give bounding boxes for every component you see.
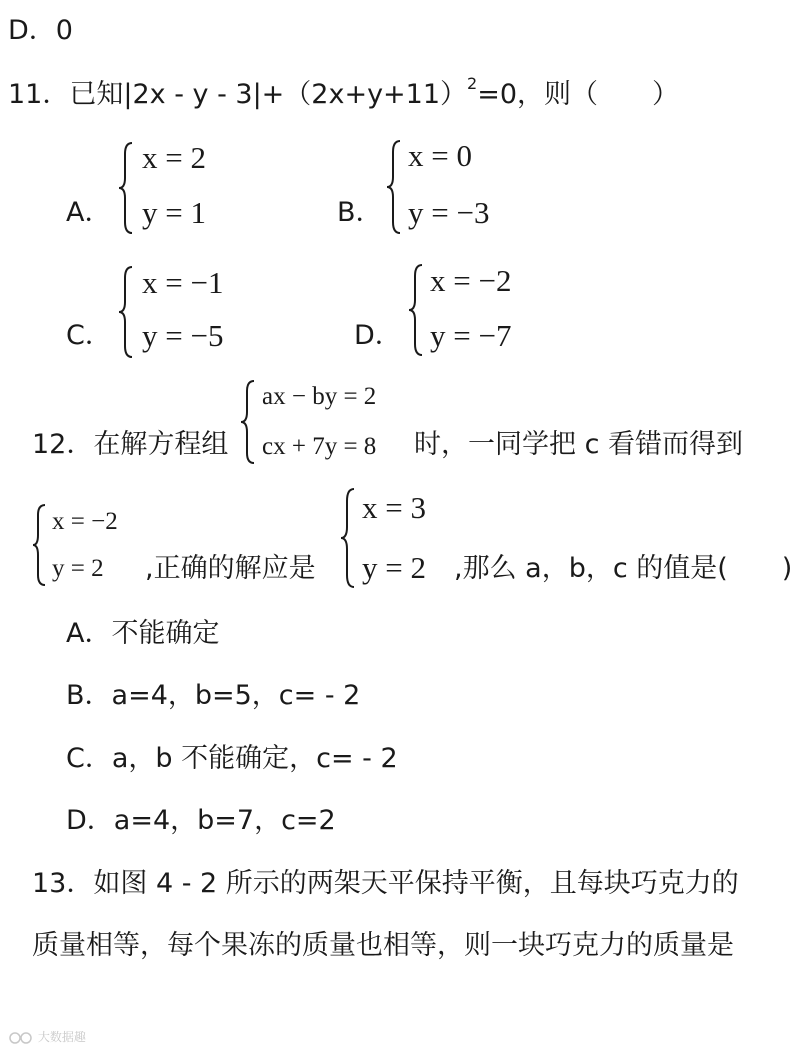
q11-option-b-brace <box>384 138 406 236</box>
q12-option-a: A．不能确定 <box>66 618 220 649</box>
q11-option-b-label: B． <box>337 197 383 228</box>
q12-right-eq1: x = 3 <box>362 490 426 525</box>
q12-system-eq1: ax − by = 2 <box>262 383 377 410</box>
q12-mid-text: ,正确的解应是 <box>145 553 316 584</box>
q11-option-c-label: C． <box>66 320 112 351</box>
prev-option-d: D．0 <box>8 15 73 46</box>
q11-option-c-brace <box>116 264 138 360</box>
q11-option-d-eq1: x = −2 <box>430 263 512 298</box>
q11-option-d-brace <box>406 262 428 358</box>
watermark <box>8 1028 86 1045</box>
q11-option-b-eq2: y = −3 <box>408 195 490 230</box>
q11-option-c-eq1: x = −1 <box>142 265 224 300</box>
q12-option-b: B．a=4，b=5，c= - 2 <box>66 680 361 711</box>
watermark-text: 大数据趣 <box>37 1030 86 1044</box>
q12-system-brace <box>238 378 260 466</box>
q12-end-text: ,那么 a，b，c 的值是( ) <box>454 553 793 584</box>
q11-option-d-eq2: y = −7 <box>430 318 512 353</box>
q12-stem-post: 时，一同学把 c 看错而得到 <box>414 429 744 460</box>
q12-option-c: C．a，b 不能确定，c= - 2 <box>66 743 398 774</box>
q11-option-a-eq2: y = 1 <box>142 195 206 230</box>
q13-line2: 质量相等，每个果冻的质量也相等，则一块巧克力的质量是 <box>32 930 734 961</box>
q13-line1: 13．如图 4 - 2 所示的两架天平保持平衡，且每块巧克力的 <box>32 868 739 899</box>
q12-wrong-brace <box>30 502 50 588</box>
q11-exponent: 2 <box>467 74 478 93</box>
q12-stem-pre: 12．在解方程组 <box>32 429 229 460</box>
q11-stem <box>8 74 680 110</box>
q11-option-d-label: D． <box>354 320 402 351</box>
q12-right-eq2: y = 2 <box>362 550 426 585</box>
q11-option-a-label: A． <box>66 197 112 228</box>
q12-system-eq2: cx + 7y = 8 <box>262 433 377 460</box>
q12-right-brace <box>338 486 360 590</box>
q11-stem-text: 11．已知|2x - y - 3|+（2x+y+11） <box>8 79 468 110</box>
q12-wrong-eq1: x = −2 <box>52 508 118 535</box>
q11-option-b-eq1: x = 0 <box>408 138 472 173</box>
q11-option-c-eq2: y = −5 <box>142 318 224 353</box>
q12-option-d: D．a=4，b=7，c=2 <box>66 805 336 836</box>
q11-option-a-brace <box>116 140 138 236</box>
q11-option-a-eq1: x = 2 <box>142 140 206 175</box>
watermark-logo-icon <box>8 1031 34 1045</box>
q11-stem-tail: =0，则（ ） <box>477 79 680 110</box>
q12-wrong-eq2: y = 2 <box>52 555 104 582</box>
